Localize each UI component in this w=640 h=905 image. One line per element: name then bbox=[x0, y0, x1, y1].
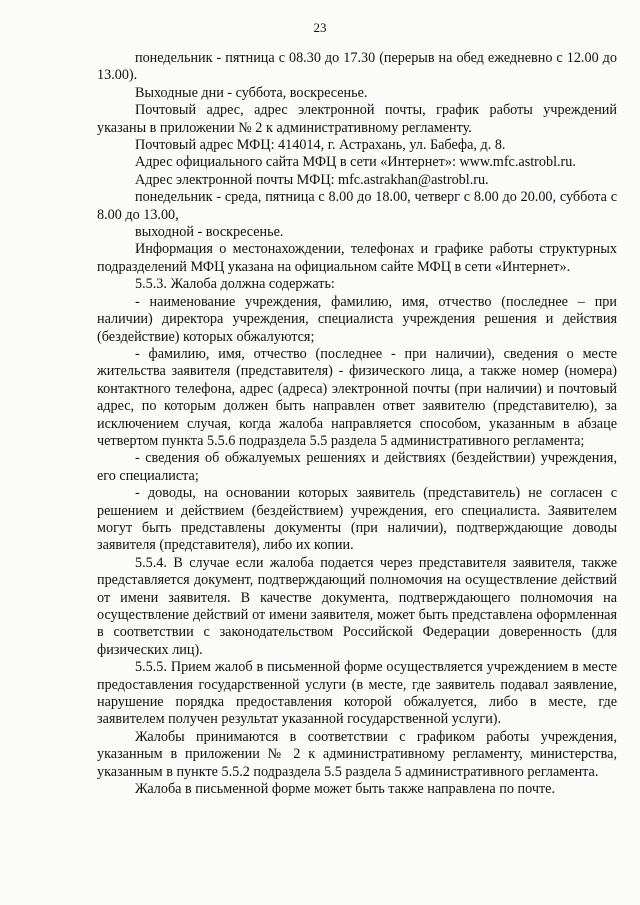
document-body bbox=[97, 50, 617, 798]
paragraph: Почтовый адрес МФЦ: 414014, г. Астрахань, ул. Бабефа, д. 8. bbox=[135, 137, 506, 154]
paragraph: понедельник - пятница с 08.30 до 17.30 (перерыв на обед ежедневно с 12.00 до 13.00). bbox=[97, 50, 617, 84]
page-number: 23 bbox=[313, 20, 327, 35]
paragraph: понедельник - среда, пятница с 8.00 до 18.00, четверг с 8.00 до 20.00, суббота с 8.00 до 13.00, bbox=[97, 189, 617, 223]
paragraph: Адрес официального сайта МФЦ в сети «Интернет»: www.mfc.astrobl.ru. bbox=[135, 154, 576, 171]
paragraph: - наименование учреждения, фамилию, имя, отчество (последнее – при наличии) директора учреждения, специалиста учреждения решения и действия (бездействие) которых обжалуются; bbox=[97, 293, 617, 345]
paragraph: Жалобы принимаются в соответствии с графиком работы учреждения, указанным в приложении № 2 к административному регламенту, министерства, указанным в пункте 5.5.2 подраздела 5.5 раздела 5 административного регламента. bbox=[97, 728, 617, 780]
paragraph: Адрес электронной почты МФЦ: mfc.astrakhan@astrobl.ru. bbox=[135, 171, 489, 188]
paragraph: Информация о местонахождении, телефонах и графике работы структурных подразделений МФЦ указана на официальном сайте МФЦ в сети «Интернет». bbox=[97, 241, 617, 275]
paragraph: 5.5.3. Жалоба должна содержать: bbox=[135, 276, 335, 293]
paragraph: - доводы, на основании которых заявитель (представитель) не согласен с решением и действием (бездействием) учреждения, его специалиста. Заявителем могут быть представлены документы (при наличии), подтверждающие доводы заявителя (представителя), либо их копии. bbox=[97, 485, 617, 554]
paragraph: - фамилию, имя, отчество (последнее - при наличии), сведения о месте жительства заявителя (представителя) - физического лица, а также номер (номера) контактного телефона, адрес (адреса) электронной почты (при наличии) и почтовый адрес, по которым должен быть направлен ответ заявителю (представителю), за исключением случая, когда жалоба направляется способом, указанным в абзаце четвертом пункта 5.5.6 подраздела 5.5 раздела 5 административного регламента; bbox=[97, 345, 617, 449]
paragraph: Жалоба в письменной форме может быть также направлена по почте. bbox=[135, 781, 556, 798]
paragraph: 5.5.4. В случае если жалоба подается через представителя заявителя, также представляется документ, подтверждающий полномочия на осуществление действий от имени заявителя. В качестве документа, подтверждающего полномочия на осуществление действий от имени заявителя, может быть представлена оформленная в соответствии с законодательством Российской Федерации доверенность (для физических лиц). bbox=[97, 554, 617, 658]
paragraph: 5.5.5. Прием жалоб в письменной форме осуществляется учреждением в месте предоставления государственной услуги (в месте, где заявитель подавал заявление, нарушение порядка предоставления которой обжалуется, либо в месте, где заявителем получен результат указанной государственной услуги). bbox=[97, 659, 617, 728]
paragraph: Почтовый адрес, адрес электронной почты, график работы учреждений указаны в приложении № 2 к административному регламенту. bbox=[97, 102, 617, 136]
paragraph: выходной - воскресенье. bbox=[135, 224, 284, 241]
paragraph: Выходные дни - суббота, воскресенье. bbox=[135, 84, 368, 101]
paragraph: - сведения об обжалуемых решениях и действиях (бездействии) учреждения, его специалиста; bbox=[97, 450, 617, 484]
